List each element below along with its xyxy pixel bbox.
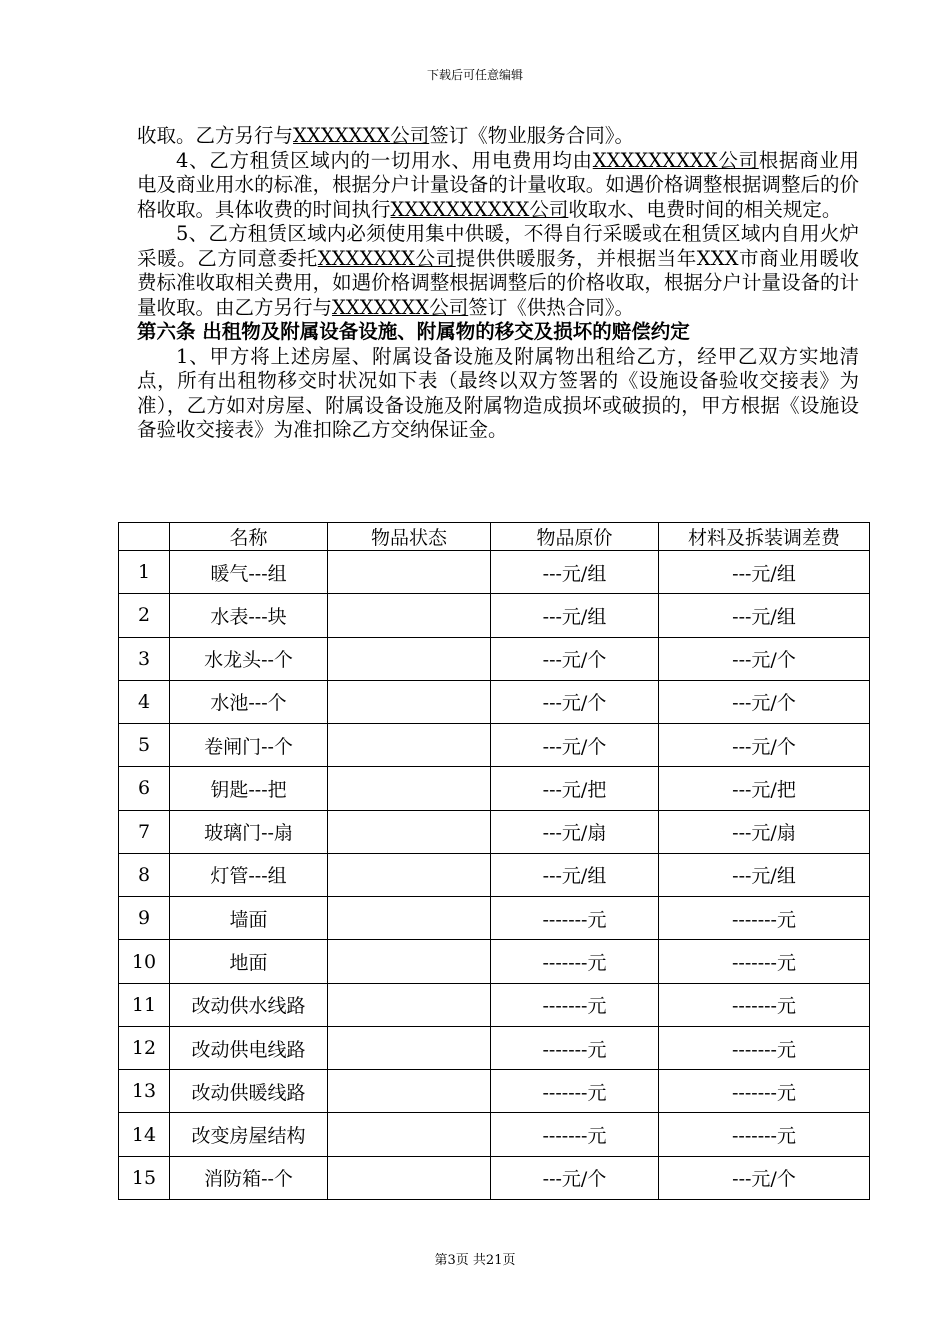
cell-status xyxy=(328,1026,491,1069)
cell-status xyxy=(328,551,491,594)
cell-fee: -------元 xyxy=(659,1113,870,1156)
cell-price: ---元/个 xyxy=(491,1156,659,1199)
cell-fee: -------元 xyxy=(659,1026,870,1069)
cell-status xyxy=(328,983,491,1026)
cell-fee: -------元 xyxy=(659,940,870,983)
cell-index: 6 xyxy=(119,767,170,810)
table-row xyxy=(119,940,870,983)
header-index xyxy=(119,523,170,551)
table-row xyxy=(119,724,870,767)
cell-fee: ---元/个 xyxy=(659,1156,870,1199)
cell-fee: ---元/组 xyxy=(659,853,870,896)
table-row xyxy=(119,983,870,1026)
page-header: 下载后可任意编辑 xyxy=(426,68,523,82)
cell-name: 地面 xyxy=(170,940,328,983)
table-row xyxy=(119,810,870,853)
table-row xyxy=(119,1156,870,1199)
cell-status xyxy=(328,940,491,983)
header-fee: 材料及拆装调差费 xyxy=(659,523,870,551)
text-segment: 4、乙方租赁区域内的一切用水、用电费用均由 xyxy=(176,148,593,172)
cell-name: 玻璃门--扇 xyxy=(170,810,328,853)
text-segment: 5、乙方租赁区域内必须使用集中供暖，不得自行采暖或在租赁区域内自用火炉采暖。乙方同意委托 xyxy=(137,222,859,270)
cell-fee: -------元 xyxy=(659,897,870,940)
cell-index: 3 xyxy=(119,637,170,680)
article-heading: 第六条 出租物及附属设备设施、附属物的移交及损坏的赔偿约定 xyxy=(137,320,690,343)
text-segment: 收取。乙方另行与 xyxy=(137,124,294,147)
handover-items-table xyxy=(118,522,870,1200)
text-segment: 签订《供热合同》。 xyxy=(468,295,634,319)
cell-index: 8 xyxy=(119,853,170,896)
table-row xyxy=(119,1026,870,1069)
cell-name: 消防箱--个 xyxy=(170,1156,328,1199)
cell-status xyxy=(328,1156,491,1199)
company-name: XXXXXXX公司 xyxy=(332,295,469,319)
cell-name: 水龙头--个 xyxy=(170,637,328,680)
header-name: 名称 xyxy=(170,523,328,551)
cell-price: ---元/个 xyxy=(491,637,659,680)
cell-name: 改动供暖线路 xyxy=(170,1070,328,1113)
cell-price: -------元 xyxy=(491,1113,659,1156)
cell-fee: -------元 xyxy=(659,1070,870,1113)
cell-index: 12 xyxy=(119,1026,170,1069)
cell-price: -------元 xyxy=(491,1026,659,1069)
cell-index: 10 xyxy=(119,940,170,983)
company-name: XXXXXXXXX公司 xyxy=(592,148,759,172)
cell-fee: ---元/个 xyxy=(659,724,870,767)
cell-price: ---元/把 xyxy=(491,767,659,810)
cell-name: 暖气---组 xyxy=(170,551,328,594)
cell-fee: -------元 xyxy=(659,983,870,1026)
cell-price: ---元/组 xyxy=(491,551,659,594)
text-segment: 收取水、电费时间的相关规定。 xyxy=(568,197,842,221)
cell-name: 改动供电线路 xyxy=(170,1026,328,1069)
cell-price: ---元/扇 xyxy=(491,810,659,853)
cell-index: 2 xyxy=(119,594,170,637)
table-row xyxy=(119,767,870,810)
cell-name: 钥匙---把 xyxy=(170,767,328,810)
cell-fee: ---元/个 xyxy=(659,680,870,723)
cell-fee: ---元/扇 xyxy=(659,810,870,853)
paragraph-continuation xyxy=(137,124,859,149)
cell-index: 15 xyxy=(119,1156,170,1199)
table-row xyxy=(119,680,870,723)
cell-name: 水池---个 xyxy=(170,680,328,723)
cell-price: ---元/个 xyxy=(491,680,659,723)
table-row xyxy=(119,853,870,896)
cell-name: 墙面 xyxy=(170,897,328,940)
cell-status xyxy=(328,1070,491,1113)
cell-index: 1 xyxy=(119,551,170,594)
company-name: XXXXXXX公司 xyxy=(293,124,430,147)
paragraph-utilities xyxy=(137,149,859,223)
cell-price: ---元/组 xyxy=(491,853,659,896)
cell-status xyxy=(328,810,491,853)
cell-name: 卷闸门--个 xyxy=(170,724,328,767)
table-row xyxy=(119,637,870,680)
cell-fee: ---元/组 xyxy=(659,551,870,594)
cell-index: 5 xyxy=(119,724,170,767)
table-row xyxy=(119,1070,870,1113)
table-row xyxy=(119,1113,870,1156)
cell-price: -------元 xyxy=(491,897,659,940)
cell-index: 4 xyxy=(119,680,170,723)
paragraph-handover: 1、甲方将上述房屋、附属设备设施及附属物出租给乙方，经甲乙双方实地清点，所有出租物移交时状况如下表（最终以双方签署的《设施设备验收交接表》为准），乙方如对房屋、附属设备设施及附属物造成损坏或破损的，甲方根据《设施设备验收交接表》为准扣除乙方交纳保证金。 xyxy=(137,344,859,441)
cell-index: 11 xyxy=(119,983,170,1026)
document-body xyxy=(137,124,859,443)
cell-status xyxy=(328,767,491,810)
cell-status xyxy=(328,680,491,723)
table-row xyxy=(119,594,870,637)
page-footer: 第3页 共21页 xyxy=(434,1253,516,1268)
table-row xyxy=(119,897,870,940)
header-price: 物品原价 xyxy=(491,523,659,551)
cell-index: 14 xyxy=(119,1113,170,1156)
cell-price: ---元/组 xyxy=(491,594,659,637)
text-segment: 根据商业用电及商业用水的标准，根据分户计量设备的计量收取。如遇价格调整根据调整后的价格收取。具体收费的时间执行 xyxy=(137,148,859,221)
cell-status xyxy=(328,637,491,680)
cell-status xyxy=(328,724,491,767)
table-header-row xyxy=(119,523,870,551)
cell-price: -------元 xyxy=(491,983,659,1026)
cell-index: 13 xyxy=(119,1070,170,1113)
company-name: XXXXXXXXXX公司 xyxy=(390,197,569,221)
cell-fee: ---元/把 xyxy=(659,767,870,810)
cell-name: 水表---块 xyxy=(170,594,328,637)
cell-status xyxy=(328,1113,491,1156)
cell-fee: ---元/个 xyxy=(659,637,870,680)
cell-name: 灯管---组 xyxy=(170,853,328,896)
cell-name: 改变房屋结构 xyxy=(170,1113,328,1156)
text-segment: 提供供暖服务，并根据当年XXX市商业用暖收费标准收取相关费用，如遇价格调整根据调整后的价格收取，根据分户计量设备的计量收取。由乙方另行与 xyxy=(137,246,859,319)
cell-status xyxy=(328,897,491,940)
company-name: XXXXXXX公司 xyxy=(317,246,456,270)
table-row xyxy=(119,551,870,594)
cell-index: 7 xyxy=(119,810,170,853)
cell-status xyxy=(328,853,491,896)
cell-index: 9 xyxy=(119,897,170,940)
cell-fee: ---元/组 xyxy=(659,594,870,637)
cell-status xyxy=(328,594,491,637)
cell-price: ---元/个 xyxy=(491,724,659,767)
cell-name: 改动供水线路 xyxy=(170,983,328,1026)
text-segment: 签订《物业服务合同》。 xyxy=(429,124,634,147)
cell-price: -------元 xyxy=(491,940,659,983)
paragraph-heating xyxy=(137,222,859,320)
cell-price: -------元 xyxy=(491,1070,659,1113)
header-status: 物品状态 xyxy=(328,523,491,551)
